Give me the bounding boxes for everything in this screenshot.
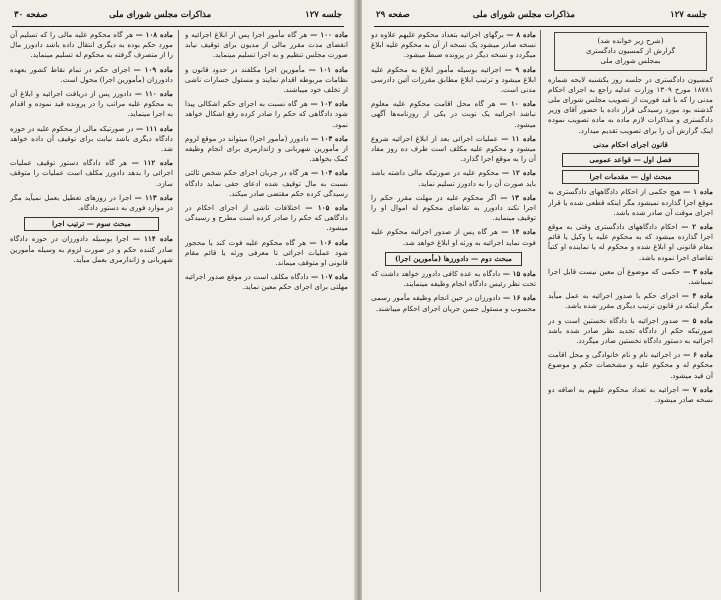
article — [10, 158, 173, 189]
article — [185, 30, 348, 61]
article-label: ماده ۱۰۴ — — [310, 168, 348, 178]
box-line: گزارش از کمسیون دادگستری — [585, 46, 676, 56]
article-text: هر گاه محکوم علیه مالی را که تسلیم آن مورد حکم بوده به دیگری انتقال داده باشد دادورز مال را از متصرف گرفته به محکوم له تسلیم مینماید. — [10, 30, 173, 60]
article — [371, 293, 536, 313]
article — [371, 269, 536, 289]
article-text: اگر محکوم علیه در مهلت مقرر حکم را اجرا نکند دادورز به تقاضای محکوم له اموال او را توقیف مینماید. — [371, 192, 536, 223]
article-label: ماده ۱ — — [683, 187, 713, 197]
article — [548, 267, 713, 287]
article — [371, 65, 536, 96]
article-text: هر گاه دادگاه دستور توقیف عملیات اجرائی را بدهد دادورز مکلف است عملیات را متوقف سازد. — [10, 158, 173, 188]
article-label: ماده ۱۱۴ — — [132, 234, 173, 244]
article-text: عملیات اجرائی بعد از ابلاغ اجرائیه شروع میشود و محکوم علیه مکلف است ظرف ده روز مفاد آن را به موقع اجرا گذارد. — [371, 133, 536, 164]
article-label: ماده ۸ — — [506, 30, 536, 39]
column-divider — [540, 30, 541, 592]
article-label: ماده ۱۰۲ — — [310, 99, 348, 109]
article — [10, 234, 173, 265]
article-label: ماده ۱۲ — — [501, 168, 536, 178]
article — [185, 203, 348, 234]
article-label: ماده ۱۱۳ — — [134, 192, 173, 202]
article-text: اجرائیه بوسیله مأمور ابلاغ به محکوم علیه ابلاغ میشود و ترتیب ابلاغ مطابق مقررات آئین دادرسی مدنی است. — [371, 64, 536, 95]
article — [10, 193, 173, 213]
article-label: ماده ۱۱۲ — — [131, 158, 173, 168]
article — [371, 99, 536, 130]
left-page — [0, 0, 356, 600]
section-heading: مبحث سوم — ترتیب اجرا — [24, 217, 159, 231]
article-label: ماده ۲ — — [681, 222, 713, 232]
article — [548, 291, 713, 311]
article-label: ماده ۱۴ — — [501, 227, 536, 237]
article-label: ماده ۱۰۵ — — [305, 203, 348, 213]
right-column-2 — [371, 30, 536, 594]
article — [185, 272, 348, 292]
article-text: دادگاه به عده کافی دادورز خواهد داشت که تحت نظر رئیس دادگاه انجام وظیفه مینمایند. — [371, 269, 536, 289]
left-column-2 — [10, 30, 173, 594]
article-text: دادورز (مأمور اجرا) میتواند در موقع لزوم از مأمورین شهربانی و ژاندارمری برای انجام وظیفه کمک بخواهد. — [185, 133, 348, 164]
article — [548, 222, 713, 263]
article-text: در اجرائیه نام و نام خانوادگی و محل اقامت محکوم له و محکوم علیه و مشخصات حکم و موضوع آن قید میشود. — [548, 350, 713, 380]
article-label: ماده ۱۶ — — [502, 293, 536, 303]
article-label: ماده ۱۳ — — [500, 192, 536, 202]
article-text: هر گاه نسبت به اجرای حکم اشکالی پیدا شود دادگاهی که حکم را صادر کرده رفع اشکال خواهد نمود. — [185, 99, 348, 129]
article-label: ماده ۱۰۶ — — [309, 237, 348, 247]
article-label: ماده ۴ — — [681, 291, 713, 301]
article — [548, 187, 713, 218]
right-header-title: مذاکرات مجلس شورای ملی — [472, 10, 575, 20]
article-text: دادورز پس از دریافت اجرائیه و ابلاغ آن به محکوم علیه مراتب را در پرونده قید نموده و اقدام به اجرا مینماید. — [10, 89, 173, 119]
left-column-1 — [185, 30, 348, 594]
right-column-1 — [548, 30, 713, 594]
box-line: (شرح زیر خوانده شد) — [597, 36, 664, 45]
article-label: ماده ۱۰۸ — — [135, 30, 173, 39]
part-heading: فصل اول — قواعد عمومی — [562, 153, 699, 167]
left-page-number: صفحه ۳۰ — [14, 10, 48, 20]
article — [10, 30, 173, 61]
article — [548, 385, 713, 405]
article — [371, 168, 536, 188]
article-label: ماده ۱۱۱ — — [136, 123, 173, 133]
article-text: هر گاه محکوم علیه فوت کند یا محجور شود عملیات اجرائی تا معرفی ورثه یا قائم مقام قانونی او متوقف میماند. — [185, 237, 348, 268]
article-text: دادورزان در حین انجام وظیفه مأمور رسمی محسوب و مسئول حسن جریان اجرای احکام میباشند. — [371, 293, 536, 313]
article — [371, 30, 536, 61]
article — [10, 124, 173, 155]
article — [548, 350, 713, 381]
right-page-header — [374, 8, 709, 27]
article-text: احکام دادگاههای دادگستری وقتی به موقع اجرا گذارده میشود که به محکوم علیه یا وکیل یا قائم مقام قانونی او ابلاغ شده و محکوم له یا نماینده او کتباً تقاضای اجرا نموده باشد. — [548, 222, 713, 262]
article-label: ماده ۱۰ — — [499, 99, 536, 109]
article-label: ماده ۱۵ — — [502, 269, 536, 279]
article-text: اجرای حکم با صدور اجرائیه به عمل میآید مگر اینکه در قانون ترتیب دیگری مقرر شده باشد. — [548, 291, 713, 311]
chapter-heading: مبحث اول — مقدمات اجرا — [562, 170, 699, 184]
article-text: هیچ حکمی از احکام دادگاههای دادگستری به موقع اجرا گذارده نمیشود مگر اینکه قطعی شده یا قرار اجرای موقت آن صادر شده باشد. — [548, 187, 713, 217]
article — [185, 99, 348, 130]
article-text: اجرای حکم در تمام نقاط کشور بعهده دادورزان (مأمورین اجرا) محول است. — [10, 64, 173, 84]
left-session-label: جلسه ۱۲۷ — [305, 10, 342, 20]
article-label: ماده ۷ — — [682, 384, 713, 394]
article — [548, 316, 713, 347]
article-label: ماده ۱۱۰ — — [134, 89, 173, 99]
article-text: اجرا بوسیله دادورزان در حوزه دادگاه صادر کننده حکم و در صورت لزوم به وسیله مأمورین شهربانی و ژاندارمری بعمل میآید. — [10, 234, 173, 264]
section-heading: مبحث دوم — دادورزها (مأمورین اجرا) — [385, 252, 522, 266]
article-text: محکوم علیه در صورتیکه مالی داشته باشد باید صورت آن را به دادورز تسلیم نماید. — [371, 168, 536, 188]
article-text: برگهای اجرائیه بتعداد محکوم علیهم علاوه دو نسخه صادر میشود یک نسخه از آن به محکوم علیه ابلاغ میگردد و نسخه دیگر در پرونده ضبط میشود. — [371, 30, 536, 60]
article — [371, 193, 536, 224]
article-text: اختلافات ناشی از اجرای احکام در دادگاهی که حکم را صادر کرده است مطرح و رسیدگی میشود. — [185, 203, 348, 233]
article — [371, 227, 536, 247]
column-divider — [178, 30, 179, 592]
article-label: ماده ۳ — — [682, 266, 713, 276]
article — [185, 168, 348, 199]
article-label: ماده ۱۰۷ — — [310, 272, 348, 282]
article-label: ماده ۱۰۰ — — [310, 30, 348, 39]
article-text: هر گاه محل اقامت محکوم علیه معلوم نباشد اجرائیه یک نوبت در یکی از روزنامه‌ها آگهی میشود. — [371, 99, 536, 129]
article-text: هر گاه مأمور اجرا پس از ابلاغ اجرائیه و انقضای مدت مقرر مالی از مدیون برای توقیف نیابد صورت مجلس تنظیم و به اجرا تسلیم مینماید. — [185, 30, 348, 60]
article-text: اجرا در روزهای تعطیل بعمل نمیآید مگر در موارد فوری به دستور دادگاه. — [10, 192, 173, 213]
left-page-header — [12, 8, 344, 27]
article — [185, 134, 348, 165]
law-title: قانون اجرای احکام مدنی — [593, 139, 668, 149]
article-label: ماده ۱۱ — — [501, 133, 536, 143]
article-text: هر گاه پس از صدور اجرائیه محکوم علیه فوت نماید اجرائیه به ورثه او ابلاغ خواهد شد. — [371, 227, 536, 247]
article — [185, 238, 348, 269]
article-text: مأمورین اجرا مکلفند در حدود قانون و نظامات مربوطه اقدام نمایند و مسئول خسارات ناشی از تخلف خود میباشند. — [185, 64, 348, 95]
article-label: ماده ۱۰۱ — — [308, 64, 348, 74]
right-page-number: صفحه ۲۹ — [376, 10, 410, 20]
article-label: ماده ۵ — — [681, 315, 713, 325]
article-label: ماده ۶ — — [683, 350, 713, 360]
article-label: ماده ۱۰۳ — — [310, 133, 348, 143]
article-text: حکمی که موضوع آن معین نیست قابل اجرا نمیباشد. — [548, 266, 713, 287]
article — [10, 89, 173, 120]
article-label: ماده ۹ — — [504, 64, 536, 74]
article — [10, 65, 173, 85]
article-text: صدور اجرائیه با دادگاه نخستین است و در صورتیکه حکم از دادگاه تجدید نظر صادر شده باشد اجرائیه به دستور دادگاه نخستین صادر میگردد. — [548, 315, 713, 346]
right-page — [362, 0, 721, 600]
article-label: ماده ۱۰۹ — — [133, 64, 173, 74]
article-text: هر گاه در جریان اجرای حکم شخص ثالثی نسبت به مال توقیف شده ادعای حقی نماید دادگاه رسیدگی کرده حکم مقتضی صادر میکند. — [185, 168, 348, 198]
article-text: در صورتیکه مالی از محکوم علیه در حوزه دادگاه دیگری باشد نیابت برای توقیف آن داده خواهد شد. — [10, 123, 173, 154]
article-text: دادگاه مکلف است در موقع صدور اجرائیه مهلتی برای اجرای حکم معین نماید. — [185, 272, 348, 292]
right-session-label: جلسه ۱۲۷ — [670, 10, 707, 20]
intro-paragraph: کمسیون دادگستری در جلسه روز یکشنبه لایحه شماره ۱۸۷۸۱ مورخ ۱۳۰۹ وزارت عدلیه راجع به اجرای احکام مدنی را که با قید فوریت از تصویب مجلس شورای ملی گذشته بود مورد رسیدگی قرار داده با حضور آقای وزیر دادگستری و مذاکرات لازم ماده به ماده تصویب نموده اینک گزارش آن را برای تصویب تقدیم میدارد. — [548, 74, 713, 135]
article — [371, 134, 536, 165]
box-line: بمجلس شورای ملی — [600, 56, 661, 66]
article-text: اجرائیه به تعداد محکوم علیهم به اضافه دو نسخه صادر میشود. — [548, 384, 713, 405]
report-box — [554, 32, 707, 71]
article — [185, 65, 348, 96]
left-header-title: مذاکرات مجلس شورای ملی — [109, 10, 212, 20]
